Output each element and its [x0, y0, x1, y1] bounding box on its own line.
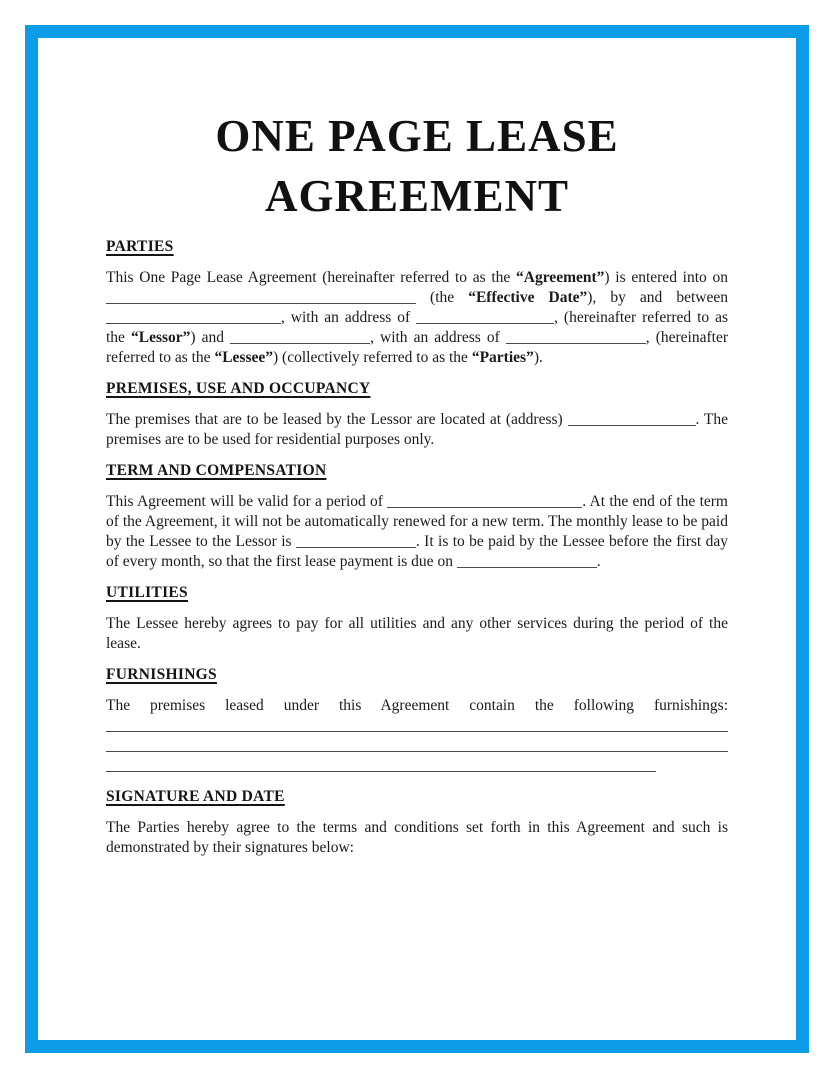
- lessor-address-field[interactable]: [416, 320, 554, 324]
- section-paragraph-premises: [106, 410, 728, 450]
- text-run: , with an address of: [281, 309, 417, 326]
- text-run: The Parties hereby agree to the terms and conditions set forth in this Agreement and such is demonstrated by their signatures below:: [106, 819, 728, 856]
- effective-date-field[interactable]: [106, 300, 416, 304]
- text-run: ).: [533, 349, 543, 366]
- section-paragraph-term: [106, 492, 728, 572]
- section-parties: [106, 237, 728, 368]
- text-run: The premises leased under this Agreement contain the following furnishings:: [106, 697, 728, 714]
- lessor-name-field[interactable]: [106, 320, 281, 324]
- section-utilities: [106, 583, 728, 654]
- text-run: . At the end of the term of the Agreement, it will not be automatically renewed for a new term. The monthly lease to be paid by the Lessee to the Lessor is: [106, 493, 728, 550]
- document-title-line-1: ONE PAGE LEASE: [215, 111, 619, 161]
- section-heading-utilities: UTILITIES: [106, 584, 188, 601]
- text-run: This Agreement will be valid for a period of: [106, 493, 388, 510]
- section-paragraph-utilities: [106, 614, 728, 654]
- text-run: (the: [416, 289, 469, 306]
- text-run: This One Page Lease Agreement (hereinafter referred to as the: [106, 269, 517, 286]
- text-run: The Lessee hereby agrees to pay for all utilities and any other services during the period of the lease.: [106, 615, 728, 652]
- section-heading-premises-use-and-occupancy: PREMISES, USE AND OCCUPANCY: [106, 380, 371, 397]
- furnishings-line-3-field[interactable]: [106, 768, 656, 772]
- section-heading-furnishings: FURNISHINGS: [106, 666, 217, 683]
- text-run: . The premises are to be used for residential purposes only.: [106, 411, 728, 448]
- text-run: . It is to be paid by the Lessee before the first day of every month, so that the first lease payment is due on: [106, 533, 728, 570]
- lessee-name-field[interactable]: [230, 340, 370, 344]
- furnishings-line-1-field[interactable]: [106, 728, 728, 732]
- bold-text-run: “Lessor”: [131, 329, 191, 346]
- furnishings-line-2-field[interactable]: [106, 748, 728, 752]
- text-run: The premises that are to be leased by the Lessor are located at (address): [106, 411, 568, 428]
- section-heading-parties: PARTIES: [106, 238, 174, 255]
- lessee-address-field[interactable]: [506, 340, 646, 344]
- bold-text-run: “Lessee”: [214, 349, 273, 366]
- text-run: .: [596, 553, 601, 570]
- document-title: [106, 106, 728, 226]
- text-run: , (hereinafter referred to as the: [106, 329, 729, 366]
- document-title-line-2: AGREEMENT: [264, 171, 570, 221]
- text-run: ) is entered into on: [604, 269, 728, 286]
- section-paragraph-signature: [106, 818, 728, 858]
- monthly-lease-amount-field[interactable]: [296, 544, 416, 548]
- premises-address-field[interactable]: [568, 422, 696, 426]
- section-heading-term-and-compensation: TERM AND COMPENSATION: [106, 462, 327, 479]
- section-furnishings: [106, 665, 728, 776]
- bold-text-run: “Agreement”: [516, 269, 605, 286]
- bold-text-run: “Parties”: [471, 349, 534, 366]
- lease-period-field[interactable]: [387, 504, 582, 508]
- text-run: ) and: [190, 329, 231, 346]
- section-paragraph-parties: [106, 268, 728, 368]
- section-signature-and-date: [106, 787, 728, 858]
- first-payment-due-date-field[interactable]: [457, 564, 597, 568]
- text-run: ), by and between: [587, 289, 728, 306]
- text-run: ) (collectively referred to as the: [273, 349, 472, 366]
- document-content: [106, 38, 728, 858]
- section-heading-signature-and-date: SIGNATURE AND DATE: [106, 788, 285, 805]
- text-run: , with an address of: [370, 329, 506, 346]
- section-term-and-compensation: [106, 461, 728, 572]
- section-paragraph-furnishings: [106, 696, 728, 776]
- bold-text-run: “Effective Date”: [468, 289, 588, 306]
- text-run: , (hereinafter referred to as the: [106, 309, 729, 346]
- section-premises-use-and-occupancy: [106, 379, 728, 450]
